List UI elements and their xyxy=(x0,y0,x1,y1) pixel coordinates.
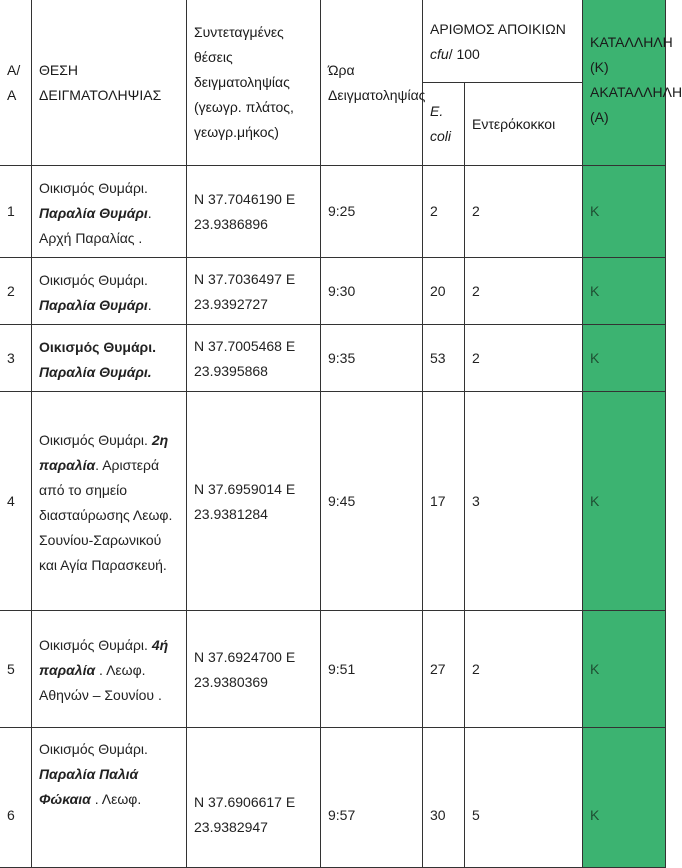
header-time: Ώρα Δειγματοληψίας xyxy=(321,0,423,166)
row-location: Οικισμός Θυμάρι. Παραλία Θυμάρι. xyxy=(32,325,187,392)
row-enterococci: 2 xyxy=(465,258,583,325)
row-location: Οικισμός Θυμάρι. 2η παραλία. Αριστερά από το σημείο διασταύρωσης Λεωφ. Σουνίου-Σαρωνικού και Αγία Παρασκευή. xyxy=(32,392,187,611)
row-time: 9:30 xyxy=(321,258,423,325)
row-location: Οικισμός Θυμάρι. Παραλία Θυμάρι. xyxy=(32,258,187,325)
row-coordinates: Ν 37.7046190 Ε 23.9386896 xyxy=(187,166,321,258)
row-coordinates: Ν 37.6924700 Ε 23.9380369 xyxy=(187,611,321,728)
header-coordinates: Συντεταγμένες θέσεις δειγματοληψίας (γεωγρ. πλάτος, γεωγρ.μήκος) xyxy=(187,0,321,166)
table-row xyxy=(0,611,666,728)
header-ecoli: E. coli xyxy=(423,83,465,166)
row-time: 9:35 xyxy=(321,325,423,392)
row-classification: Κ xyxy=(583,611,666,728)
header-aa: Α/ Α xyxy=(0,0,32,166)
row-location: Οικισμός Θυμάρι. 4ή παραλία . Λεωφ. Αθηνών – Σουνίου . xyxy=(32,611,187,728)
row-ecoli: 27 xyxy=(423,611,465,728)
header-row-1 xyxy=(0,0,666,83)
row-time: 9:45 xyxy=(321,392,423,611)
row-time: 9:25 xyxy=(321,166,423,258)
row-enterococci: 5 xyxy=(465,728,583,868)
row-coordinates: Ν 37.6959014 Ε 23.9381284 xyxy=(187,392,321,611)
row-classification: Κ xyxy=(583,325,666,392)
header-location: ΘΕΣΗ ΔΕΙΓΜΑΤΟΛΗΨΙΑΣ xyxy=(32,0,187,166)
row-classification: Κ xyxy=(583,258,666,325)
header-colonies: ΑΡΙΘΜΟΣ ΑΠΟΙΚΙΩΝ cfu/ 100 xyxy=(423,0,583,83)
row-time: 9:57 xyxy=(321,728,423,868)
row-number: 4 xyxy=(0,392,32,611)
row-classification: Κ xyxy=(583,392,666,611)
row-number: 2 xyxy=(0,258,32,325)
row-enterococci: 2 xyxy=(465,166,583,258)
row-number: 5 xyxy=(0,611,32,728)
row-number: 3 xyxy=(0,325,32,392)
row-coordinates: Ν 37.6906617 Ε 23.9382947 xyxy=(187,728,321,868)
row-ecoli: 20 xyxy=(423,258,465,325)
row-coordinates: Ν 37.7005468 Ε 23.9395868 xyxy=(187,325,321,392)
row-ecoli: 2 xyxy=(423,166,465,258)
row-number: 1 xyxy=(0,166,32,258)
row-location: Οικισμός Θυμάρι. Παραλία Παλιά Φώκαια . Λεωφ. xyxy=(32,728,187,868)
row-classification: Κ xyxy=(583,166,666,258)
row-location: Οικισμός Θυμάρι. Παραλία Θυμάρι. Αρχή Παραλίας . xyxy=(32,166,187,258)
table-row xyxy=(0,166,666,258)
row-ecoli: 53 xyxy=(423,325,465,392)
row-enterococci: 2 xyxy=(465,325,583,392)
row-enterococci: 2 xyxy=(465,611,583,728)
table-row xyxy=(0,392,666,611)
row-classification: Κ xyxy=(583,728,666,868)
row-time: 9:51 xyxy=(321,611,423,728)
row-coordinates: Ν 37.7036497 Ε 23.9392727 xyxy=(187,258,321,325)
table-row xyxy=(0,728,666,868)
row-enterococci: 3 xyxy=(465,392,583,611)
header-enterococci: Εντερόκοκκοι xyxy=(465,83,583,166)
header-classification: ΚΑΤΑΛΛΗΛΗ (Κ) ΑΚΑΤΑΛΛΗΛΗ (Α) xyxy=(583,0,666,166)
row-ecoli: 30 xyxy=(423,728,465,868)
table-row xyxy=(0,325,666,392)
row-number: 6 xyxy=(0,728,32,868)
table-row xyxy=(0,258,666,325)
row-ecoli: 17 xyxy=(423,392,465,611)
